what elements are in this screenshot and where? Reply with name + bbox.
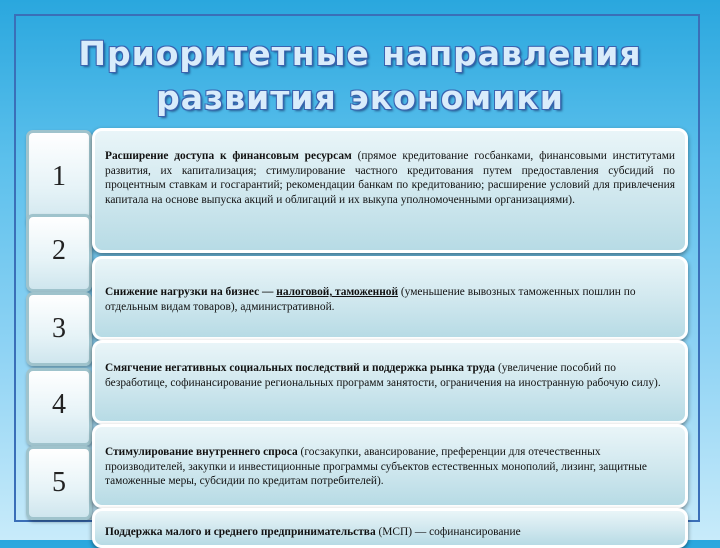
priority-card-1 [92,128,688,253]
card-2-text: (уменьшение вывозных таможенных пошлин по отдельным видам товаров), административной. [105,286,636,313]
priority-card-3 [92,340,688,424]
priority-card-4 [92,424,688,508]
card-3-text: (увеличение пособий по безработице, софинансирование региональных программ занятости, ограничения на иностранную рабочую силу). [105,362,661,389]
number-3: 3 [52,313,66,344]
priority-card-5 [92,508,688,548]
number-5: 5 [52,467,66,498]
number-box-5 [26,446,92,520]
slide-title [0,32,720,120]
number-box-4 [26,368,92,446]
card-1-heading: Расширение доступа к финансовым ресурсам [105,150,352,162]
card-4-heading: Стимулирование внутреннего спроса [105,446,298,458]
number-box-3 [26,292,92,366]
card-1-text: (прямое кредитование госбанками, финансовыми институтами развития, их капитализация; стимулирование частного кредитования путем предоставления субсидий по процентным ставкам и госгарантий; рекомендации банкам по кредитованию; расширение условий для привлечения капитала на основе выпуска акций и облигаций и их выкупа уполномоченными организациями). [105,150,676,206]
card-2-underlined: налоговой, таможенной [276,286,399,298]
number-4: 4 [52,389,66,420]
title-line-2: развития экономики [156,78,564,117]
number-box-2 [26,214,92,292]
priority-card-2 [92,256,688,340]
card-2-heading: Снижение нагрузки на бизнес — [105,286,277,298]
number-1: 1 [52,161,66,192]
card-4-text: (госзакупки, авансирование, преференции для отечественных производителей, закупки и инвестиционные программы субъектов естественных монополий, лизинг, защитные таможенные меры, субсидии по кредитам потребителей). [105,446,647,487]
card-3-heading: Смягчение негативных социальных последствий и поддержка рынка труда [105,362,496,374]
number-2: 2 [52,235,66,266]
card-5-text: (МСП) — софинансирование [375,526,521,538]
card-5-heading: Поддержка малого и среднего предпринимательства [105,526,376,538]
title-line-1: Приоритетные направления [78,34,642,73]
